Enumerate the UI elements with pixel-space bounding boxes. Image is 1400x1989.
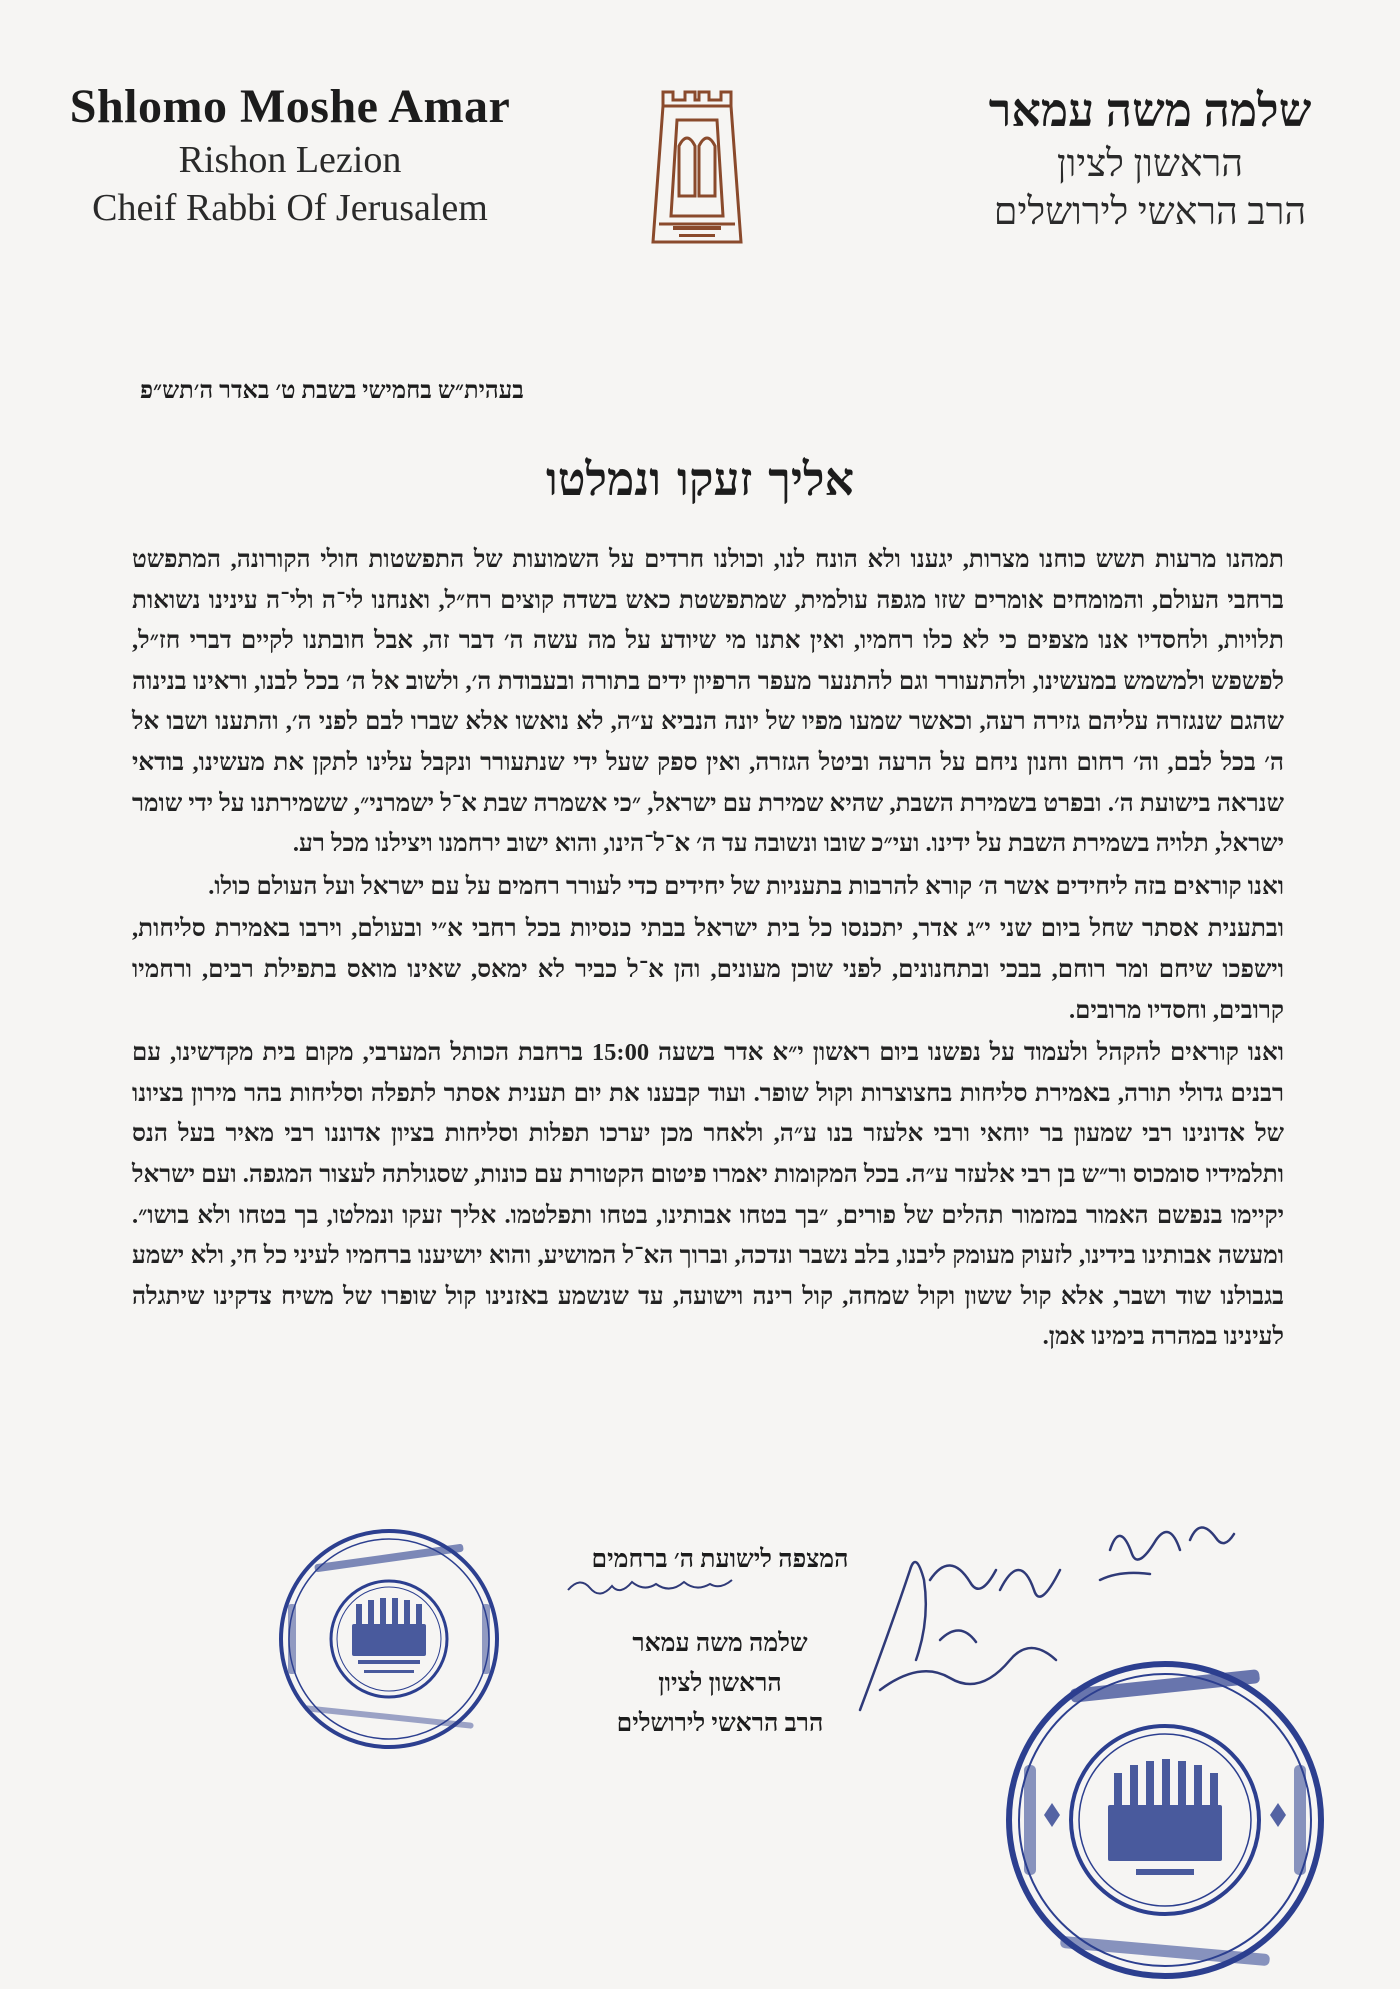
- letter-date: בעהית״ש בחמישי בשבת ט׳ באדר ה׳תש״פ: [140, 378, 524, 404]
- body-paragraph: ובתענית אסתר שחל ביום שני י״ג אדר, יתכנסו כל בית ישראל בבתי כנסיות בכל רחבי א״י ובעולם, וירבו באמירת סליחות, וישפכו שיחם ומר רוחם, בבכי ובתחנונים, לפני שוכן מעונים, והן א־ל כביר לא ימאס, שאינו מואס בתפילת רבים, ורחמיו קרובים, וחסדיו מרובים.: [132, 915, 1284, 1024]
- body-paragraph: ואנו קוראים להקהל ולעמוד על נפשנו ביום ראשון י״א אדר בשעה 15:00 ברחבת הכותל המערבי, מקום בית מקדשינו, עם רבנים גדולי תורה, באמירת סליחות בחצוצרות וקול שופר. ועוד קבענו את יום תענית אסתר לתפלה וסליחות בהר מירון בציונו של אדונינו רבי שמעון בר יוחאי ורבי אלעזר בנו ע״ה, ולאחר מכן יערכו תפלות וסליחות בציון אדוננו רבי מאיר בעל הנס ותלמידיו סומכוס ור״ש בן רבי אלעזר ע״ה. בכל המקומות יאמרו פיטום הקטורת עם כונות, שסגולתה לעצור המגפה. ועם ישראל יקיימו בנפשם האמור במזמור תהלים של פורים, ״בך בטחו אבותינו, בטחו ותפלטמו. אליך זעקו ונמלטו, בך בטחו ולא בושו״. ומעשה אבותינו בידינו, לזעוק מעומק ליבנו, בלב נשבר ונדכה, וברוך הא־ל המושיע, והוא יושיענו ברחמיו לעיני כל חי, ולא ישמע בגבולנו שוד ושבר, אלא קול ששון וקול שמחה, קול רינה וישועה, עד שנשמע באזנינו קול שופרו של משיח צדקינו שיתגלה לעינינו במהרה בימינו אמן.: [132, 1039, 1284, 1351]
- letterhead-title-hebrew: הראשון לציון: [1056, 143, 1244, 185]
- letterhead-name-english: Shlomo Moshe Amar: [69, 80, 511, 133]
- letterhead-hebrew: [960, 82, 1340, 236]
- letterhead-title-english: Rishon Lezion: [178, 139, 402, 181]
- letterhead-english: [60, 78, 520, 232]
- letter-title: אליך זעקו ונמלטו: [545, 452, 855, 506]
- signature-title: הראשון לציון: [658, 1670, 782, 1697]
- stamp-left-seal: [274, 1524, 504, 1754]
- letter-body: [132, 540, 1284, 1360]
- letterhead-subtitle-hebrew: הרב הראשי לירושלים: [993, 191, 1307, 233]
- signature-scribble: [560, 1568, 740, 1608]
- stamp-right-seal: [1000, 1655, 1330, 1985]
- signature-name: שלמה משה עמאר: [632, 1630, 808, 1657]
- body-paragraph: תמהנו מרעות תשש כוחנו מצרות, יגענו ולא הונח לנו, וכולנו חרדים על השמועות של התפשטות חולי הקורונה, המתפשט ברחבי העולם, והמומחים אומרים שזו מגפה עולמית, שמתפשטת כאש בשדה קוצים רח״ל, ואנחנו לי־ה ולי־ה עינינו נשואות תלויות, ולחסדיו אנו מצפים כי לא כלו רחמיו, ואין אתנו מי שיודע על מה עשה ה׳ דבר זה, אבל חובתנו לקיים דברי חז״ל, לפשפש ולמשמש במעשינו, ולהתעורר וגם להתנער מעפר הרפיון ידים בתורה ובעבודת ה׳, ולשוב אל ה׳ בכל לבנו, וראינו בנינוה שהגם שנגזרה עליהם גזירה רעה, וכאשר שמעו מפיו של יונה הנביא ע״ה, לא נואשו אלא שברו לבם לפני ה׳, והתענו ושבו אל ה׳ בכל לבם, וה׳ רחום וחנון ניחם על הרעה וביטל הגזרה, ואין ספק שעל ידי שנתעורר ונקבל עלינו לתקן את מעשינו, בודאי שנראה בישועת ה׳. ובפרט בשמירת השבת, שהיא שמירת עם ישראל, ״כי אשמרה שבת א־ל ישמרני״, ששמירתנו על ידי שומר ישראל, תלויה בשמירת השבת על ידינו. ועי״כ שובו ונשובה עד ה׳ א־ל־הינו, והוא ישוב ירחמנו ויצילנו מכל רע.: [132, 546, 1284, 858]
- signature-closing: המצפה לישועת ה׳ ברחמים: [591, 1546, 849, 1573]
- body-paragraph: ואנו קוראים בזה ליחידים אשר ה׳ קורא להרבות בתעניות של יחידים כדי לעורר רחמים על עם ישראל ועל העולם כולו.: [208, 872, 1284, 900]
- rabbinate-emblem-logo: [633, 86, 761, 246]
- letterhead-name-hebrew: שלמה משה עמאר: [988, 85, 1312, 136]
- letterhead-subtitle-english: Cheif Rabbi Of Jerusalem: [92, 187, 488, 229]
- signature-subtitle: הרב הראשי לירושלים: [616, 1710, 824, 1737]
